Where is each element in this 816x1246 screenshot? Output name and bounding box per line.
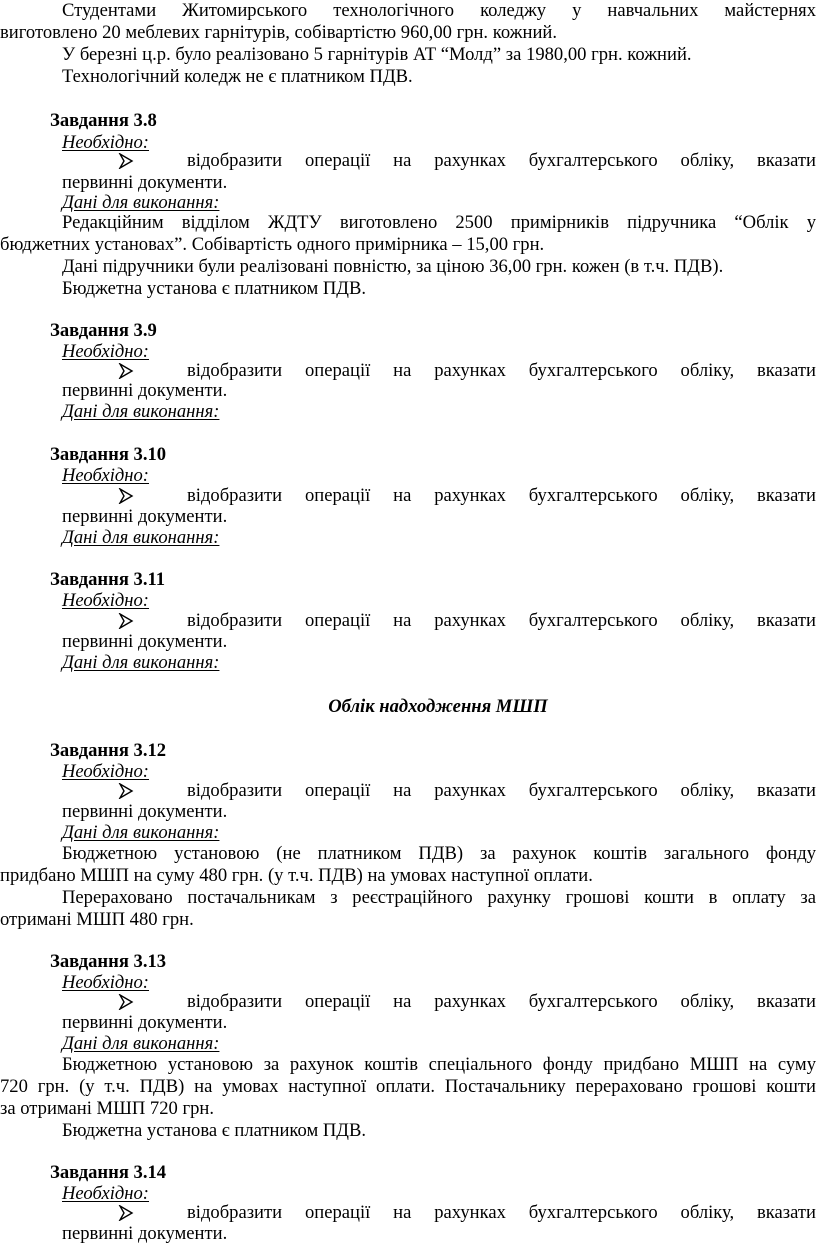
task-3-10-bullet-text-cont: первинні документи. [62, 506, 228, 527]
task-3-12-p2-line-2: отримані МШП 480 грн. [0, 909, 194, 930]
task-3-12-p1-line-2: придбано МШП на суму 480 грн. (у т.ч. ПДВ) на умовах наступної оплати. [0, 865, 593, 886]
arrow-bullet-icon [118, 153, 134, 169]
section-heading: Облік надходження МШП [328, 696, 548, 717]
task-3-10-data-label: Дані для виконання: [62, 527, 220, 548]
task-3-12-title: Завдання 3.12 [50, 740, 167, 761]
task-3-10-need-label: Необхідно: [62, 465, 150, 486]
task-3-13-bullet-text-cont: первинні документи. [62, 1012, 228, 1033]
task-3-11-bullet-text: відобразити операції на рахунках бухгалтерського обліку, вказати [187, 610, 816, 631]
intro-paragraph-1-line-2: виготовлено 20 меблевих гарнітурів, собівартістю 960,00 грн. кожний. [0, 22, 558, 43]
task-3-12-need-label: Необхідно: [62, 761, 150, 782]
task-3-13-data-label: Дані для виконання: [62, 1033, 220, 1054]
task-3-8-p1-line-2: бюджетних установах”. Собівартість одного примірника – 15,00 грн. [0, 234, 545, 255]
task-3-10-bullet-text: відобразити операції на рахунках бухгалтерського обліку, вказати [187, 485, 816, 506]
task-3-8-bullet-text: відобразити операції на рахунках бухгалтерського обліку, вказати [187, 150, 816, 171]
task-3-12-bullet-text: відобразити операції на рахунках бухгалтерського обліку, вказати [187, 780, 816, 801]
task-3-13-bullet-text: відобразити операції на рахунках бухгалтерського обліку, вказати [187, 991, 816, 1012]
task-3-13-title: Завдання 3.13 [50, 951, 167, 972]
task-3-12-bullet-text-cont: первинні документи. [62, 801, 228, 822]
task-3-14-title: Завдання 3.14 [50, 1162, 167, 1183]
task-3-9-bullet-text: відобразити операції на рахунках бухгалтерського обліку, вказати [187, 360, 816, 381]
task-3-12-data-label: Дані для виконання: [62, 822, 220, 843]
task-3-8-data-label: Дані для виконання: [62, 192, 220, 213]
arrow-bullet-icon [118, 994, 134, 1010]
task-3-9-bullet-text-cont: первинні документи. [62, 380, 228, 401]
arrow-bullet-icon [118, 613, 134, 629]
task-3-8-p2: Дані підручники були реалізовані повністю, за ціною 36,00 грн. кожен (в т.ч. ПДВ). [62, 256, 724, 277]
task-3-11-need-label: Необхідно: [62, 590, 150, 611]
arrow-bullet-icon [118, 488, 134, 504]
task-3-14-bullet-text-cont: первинні документи. [62, 1223, 228, 1244]
task-3-12-p1-line-1: Бюджетною установою (не платником ПДВ) за рахунок коштів загального фонду [62, 843, 816, 864]
task-3-13-p1-line-1: Бюджетною установою за рахунок коштів спеціального фонду придбано МШП на суму [62, 1054, 816, 1075]
intro-paragraph-1-line-1: Студентами Житомирського технологічного коледжу у навчальних майстернях [62, 0, 816, 21]
task-3-13-p2: Бюджетна установа є платником ПДВ. [62, 1120, 367, 1141]
task-3-9-need-label: Необхідно: [62, 341, 150, 362]
task-3-8-bullet-text-cont: первинні документи. [62, 172, 228, 193]
task-3-8-title: Завдання 3.8 [50, 110, 157, 131]
task-3-9-title: Завдання 3.9 [50, 320, 157, 341]
arrow-bullet-icon [118, 1205, 134, 1221]
task-3-13-p1-line-3: за отримані МШП 720 грн. [0, 1098, 214, 1119]
task-3-10-title: Завдання 3.10 [50, 444, 167, 465]
arrow-bullet-icon [118, 783, 134, 799]
task-3-14-need-label: Необхідно: [62, 1183, 150, 1204]
task-3-9-data-label: Дані для виконання: [62, 401, 220, 422]
intro-paragraph-3: Технологічний коледж не є платником ПДВ. [62, 66, 413, 87]
task-3-8-need-label: Необхідно: [62, 132, 150, 153]
task-3-11-title: Завдання 3.11 [50, 569, 166, 590]
task-3-11-data-label: Дані для виконання: [62, 652, 220, 673]
task-3-14-bullet-text: відобразити операції на рахунках бухгалтерського обліку, вказати [187, 1202, 816, 1223]
task-3-8-p3: Бюджетна установа є платником ПДВ. [62, 278, 367, 299]
task-3-12-p2-line-1: Перераховано постачальникам з реєстраційного рахунку грошові кошти в оплату за [62, 887, 816, 908]
task-3-13-need-label: Необхідно: [62, 972, 150, 993]
task-3-8-p1-line-1: Редакційним відділом ЖДТУ виготовлено 2500 примірників підручника “Облік у [62, 212, 816, 233]
intro-paragraph-2: У березні ц.р. було реалізовано 5 гарнітурів АТ “Молд” за 1980,00 грн. кожний. [62, 44, 692, 65]
task-3-13-p1-line-2: 720 грн. (у т.ч. ПДВ) на умовах наступної оплати. Постачальнику перераховано грошові кошти [0, 1076, 816, 1097]
task-3-11-bullet-text-cont: первинні документи. [62, 631, 228, 652]
arrow-bullet-icon [118, 363, 134, 379]
